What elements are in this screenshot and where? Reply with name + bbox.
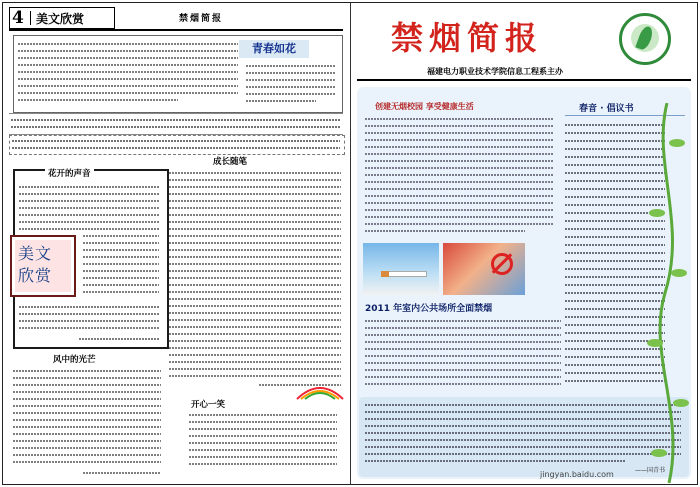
growth-text [169, 169, 343, 391]
meiwen-label-box [10, 235, 76, 297]
meiwen-label: 美文 欣赏 [18, 244, 53, 285]
kaixin-title: 开心一笑 [191, 400, 226, 410]
signature: ——国青书 [635, 467, 666, 474]
front-page-title: 禁烟简报 [391, 19, 544, 57]
strip2-text [10, 136, 344, 154]
info-strip [9, 113, 343, 135]
kaixin-text [189, 411, 339, 479]
cigarette-tip [381, 271, 389, 277]
rainbow-decoration [295, 381, 345, 401]
publisher-subtitle: 福建电力职业技术学院信息工程系主办 [427, 67, 563, 76]
text-lines [18, 40, 240, 106]
watermark: jingyan.baidu.com [540, 470, 614, 479]
school-logo [619, 13, 671, 65]
flower-title: 花开的声音 [45, 167, 94, 179]
page-header-box [9, 7, 115, 29]
bottom-panel-text [365, 401, 685, 475]
poem-text-block [18, 40, 240, 106]
left-page [3, 3, 351, 484]
right-page [351, 3, 697, 484]
strip-text [9, 114, 343, 134]
poem-title: 青春如花 [239, 40, 309, 58]
dashed-strip [9, 135, 345, 155]
vine-decoration [647, 103, 693, 483]
indoor-ban-title: 2011 年室内公共场所全面禁烟 [365, 304, 493, 314]
page-number: 4 [12, 8, 24, 28]
wind-text [13, 367, 163, 481]
growth-title: 成长随笔 [213, 157, 248, 167]
indoor-ban-text [365, 317, 565, 393]
campus-photo [363, 243, 439, 295]
article-campus-title: 创建无烟校园 享受健康生活 [375, 102, 474, 111]
no-smoking-photo [443, 243, 525, 295]
title-rule [357, 79, 691, 81]
poem-text-right [246, 62, 338, 108]
newspaper-spread [2, 2, 698, 485]
section-title: 美文欣赏 [36, 12, 85, 26]
proposal-title: 春音 · 倡议书 [579, 104, 634, 114]
article-campus-text [365, 115, 555, 239]
header-rule [9, 29, 343, 31]
header-separator [30, 11, 31, 25]
newspaper-name: 禁烟简报 [179, 14, 224, 24]
wind-title: 风中的光芒 [53, 355, 96, 365]
